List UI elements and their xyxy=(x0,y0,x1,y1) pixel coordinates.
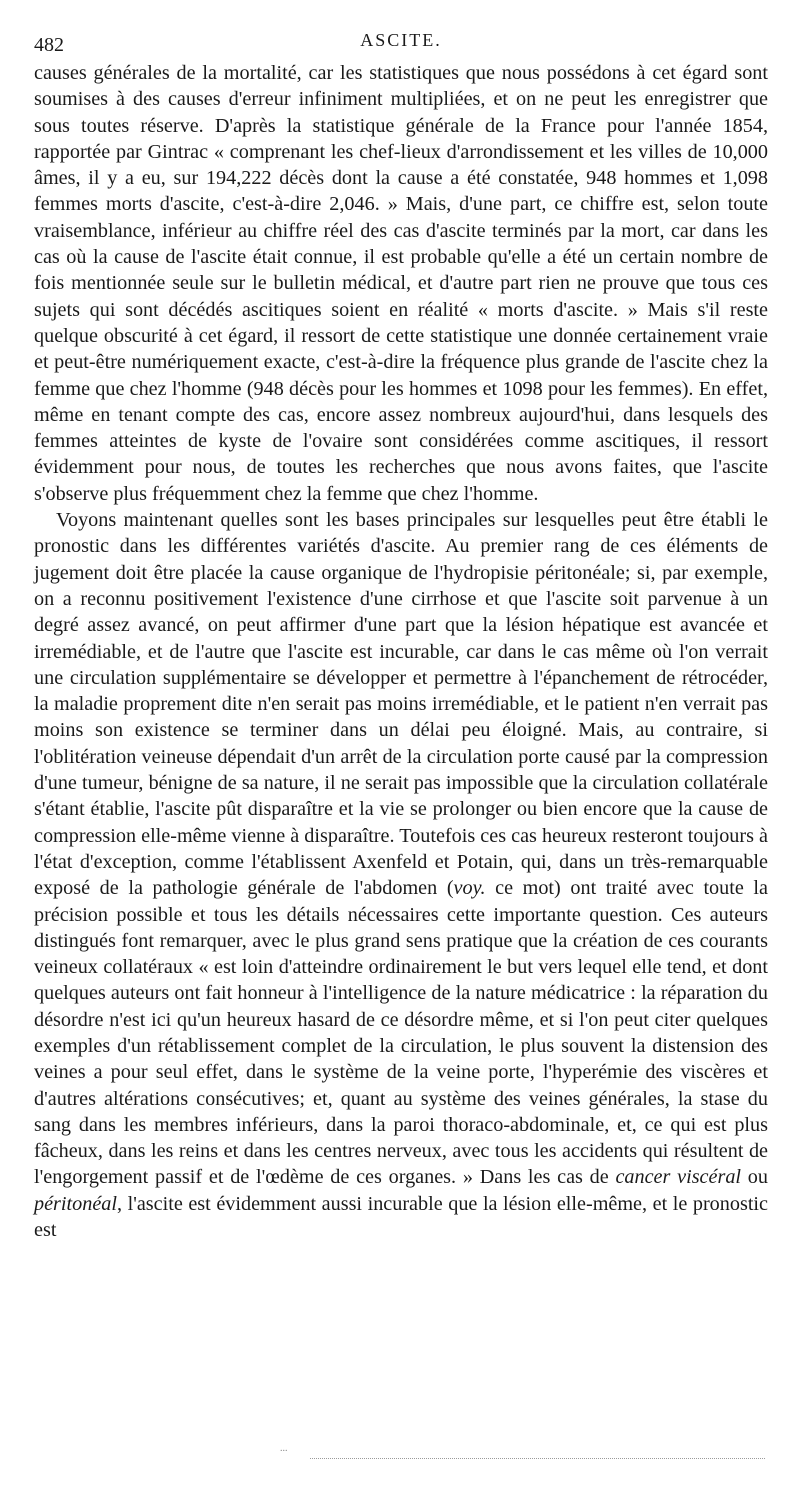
paragraph-2 xyxy=(34,507,768,1243)
paragraph-2-joiner: ou xyxy=(741,1166,768,1189)
book-page xyxy=(34,26,768,1243)
paragraph-2-text-end: , l'ascite est évidemment aussi incurable que la lésion elle-même, et le pronostic est xyxy=(34,1192,768,1242)
footer-specks: ... xyxy=(280,1443,288,1454)
footer-rule xyxy=(310,1458,765,1459)
paragraph-1 xyxy=(34,60,768,507)
italic-peritoneal: péritonéal xyxy=(34,1192,117,1215)
page-header xyxy=(34,26,768,60)
paragraph-2-text-start: Voyons maintenant quelles sont les bases principales sur lesquelles peut être établi le pronostic dans les différentes variétés d'ascite. Au premier rang de ces éléments de jugement doit être placée la cause organique de l'hydropisie péritonéale; si, par exemple, on a reconnu positivement l'existence d'une cirrhose et que l'ascite soit parvenue à un degré assez avancé, on peut affirmer d'une part que la lésion hépatique est avancée et irremédiable, et de l'autre que l'ascite est incurable, car dans le cas même où l'on verrait une circulation supplémentaire se développer et permettre à l'épanchement de rétrocéder, la maladie proprement dite n'en serait pas moins irremédiable, et le patient n'en verrait pas moins son existence se terminer dans un délai peu éloigné. Mais, au contraire, si l'oblitération veineuse dépendait d'un arrêt de la circulation porte causé par la compression d'une tumeur, bénigne de sa nature, il ne serait pas impossible que la circulation collatérale s'étant établie, l'ascite pût disparaître et la vie se prolonger ou bien encore que la cause de compression elle-même vienne à disparaître. Toutefois ces cas heureux resteront toujours à l'état d'exception, comme l'établissent Axenfeld et Potain, qui, dans un très-remarquable exposé de la pathologie générale de l'abdomen ( xyxy=(34,509,768,900)
paragraph-1-text: causes générales de la mortalité, car les statistiques que nous possédons à cet égard sont soumises à des causes d'erreur infiniment multipliées, et on ne peut les enregistrer que sous toutes réserve. D'après la statistique générale de la France pour l'année 1854, rapportée par Gintrac « comprenant les chef-lieux d'arrondissement et les villes de 10,000 âmes, il y a eu, sur 194,222 décès dont la cause a été constatée, 948 hommes et 1,098 femmes morts d'ascite, c'est-à-dire 2,046. » Mais, d'une part, ce chiffre est, selon toute vraisemblance, inférieur au chiffre réel des cas d'ascite terminés par la mort, car dans les cas où la cause de l'ascite était connue, il est probable qu'elle a été un certain nombre de fois mentionnée seule sur le bulletin médical, et d'autre part rien ne prouve que tous ces sujets qui sont décédés ascitiques soient en réalité « morts d'ascite. » Mais s'il reste quelque obscurité à cet égard, il ressort de cette statistique une donnée certainement vraie et peut-être numériquement exacte, c'est-à-dire la fréquence plus grande de l'ascite chez la femme que chez l'homme (948 décès pour les hommes et 1098 pour les femmes). En effet, même en tenant compte des cas, encore assez nombreux aujourd'hui, dans lesquels des femmes atteintes de kyste de l'ovaire sont considérées comme ascitiques, il ressort évidemment pour nous, de toutes les recherches que nous avons faites, que l'ascite s'observe plus fréquemment chez la femme que chez l'homme. xyxy=(34,62,768,505)
italic-cancer-visceral: cancer viscéral xyxy=(615,1166,742,1189)
italic-voy: voy. xyxy=(453,877,486,900)
paragraph-2-text-middle: ce mot) ont traité avec toute la précision possible et tous les détails nécessaires cette importante question. Ces auteurs distingués font remarquer, avec le plus grand sens pratique que la création de ces courants veineux collatéraux « est loin d'atteindre ordinairement le but vers lequel elle tend, et dont quelques auteurs ont fait honneur à l'intelligence de la nature médicatrice : la réparation du désordre n'est ici qu'un heureux hasard de ce désordre même, et si l'on peut citer quelques exemples d'un rétablissement complet de la circulation, le plus souvent la distension des veines a pour seul effet, dans le système de la veine porte, l'hyperémie des viscères et d'autres altérations consécutives; et, quant au système des veines générales, la stase du sang dans les membres inférieurs, dans la paroi thoraco-abdominale, et, ce qui est plus fâcheux, dans les reins et dans les centres nerveux, avec tous les accidents qui résultent de l'engorgement passif et de l'œdème de ces organes. » Dans les cas de xyxy=(34,877,768,1189)
page-number: 482 xyxy=(34,34,64,56)
running-title: ASCITE. xyxy=(360,30,442,50)
